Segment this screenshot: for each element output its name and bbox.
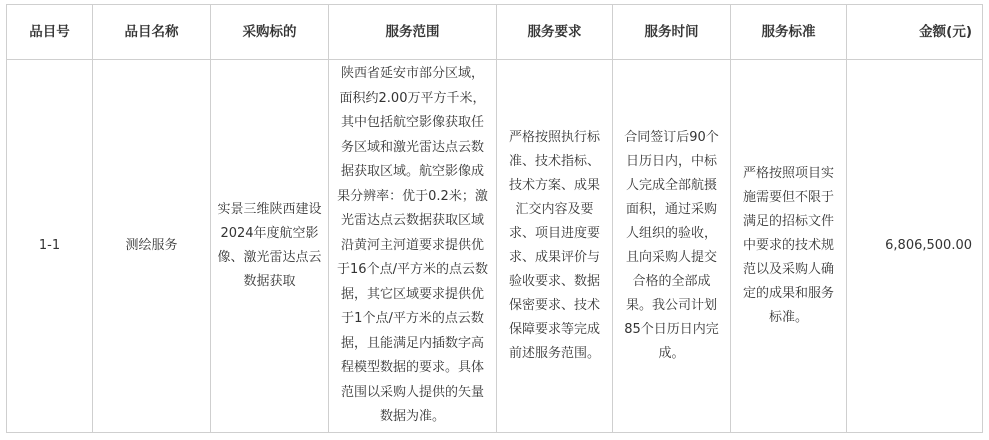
header-row	[7, 5, 983, 60]
header-item-no: 品目号	[7, 5, 93, 60]
cell-amount: 6,806,500.00	[847, 60, 983, 433]
cell-item-name: 测绘服务	[93, 60, 211, 433]
cell-scope: 陕西省延安市部分区域，面积约2.00万平方千米，其中包括航空影像获取任务区域和激光雷达点云数据获取区域。航空影像成果分辨率：优于0.2米；激光雷达点云数据获取区域沿黄河主河道要求提供优于16个点/平方米的点云数据，其它区域要求提供优于1个点/平方米的点云数据，且能满足内插数字高程模型数据的要求。具体范围以采购人提供的矢量数据为准。	[329, 60, 497, 433]
header-item-name: 品目名称	[93, 5, 211, 60]
cell-requirements: 严格按照执行标准、技术指标、技术方案、成果汇交内容及要求、项目进度要求、成果评价与验收要求、数据保密要求、技术保障要求等完成前述服务范围。	[497, 60, 613, 433]
table-row	[7, 60, 983, 433]
header-standard: 服务标准	[731, 5, 847, 60]
header-requirements: 服务要求	[497, 5, 613, 60]
header-amount: 金额(元)	[847, 5, 983, 60]
header-target: 采购标的	[211, 5, 329, 60]
cell-standard: 严格按照项目实施需要但不限于满足的招标文件中要求的技术规范以及采购人确定的成果和服务标准。	[731, 60, 847, 433]
header-time: 服务时间	[613, 5, 731, 60]
cell-item-no: 1-1	[7, 60, 93, 433]
header-scope: 服务范围	[329, 5, 497, 60]
procurement-table	[6, 4, 983, 433]
cell-time: 合同签订后90个日历日内，中标人完成全部航摄面积，通过采购人组织的验收，且向采购人提交合格的全部成果。我公司计划85个日历日内完成。	[613, 60, 731, 433]
cell-target: 实景三维陕西建设2024年度航空影像、激光雷达点云数据获取	[211, 60, 329, 433]
